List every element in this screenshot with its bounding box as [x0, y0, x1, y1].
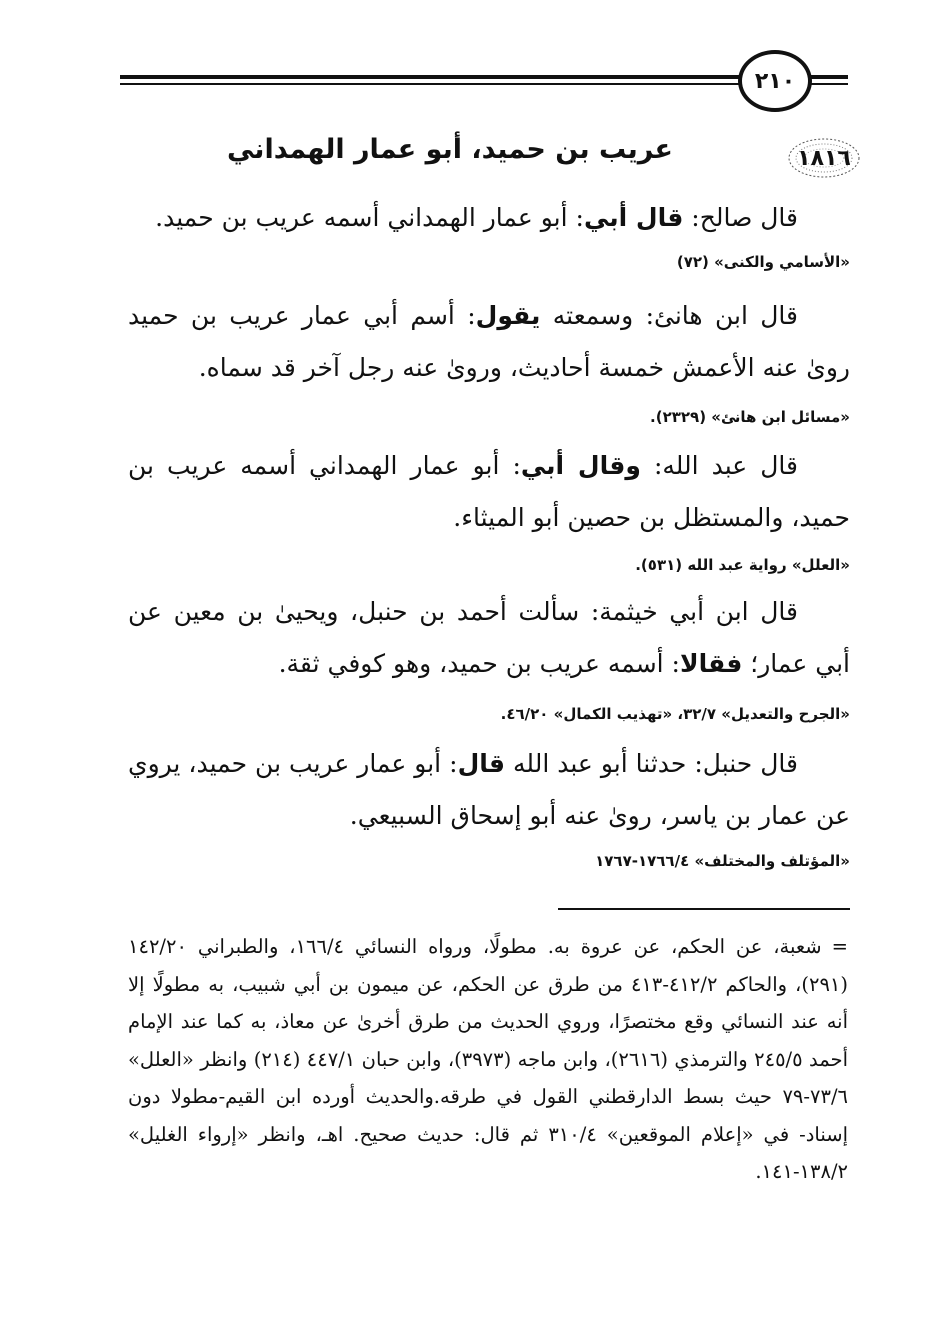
- paragraph: قال صالح: قال أبي: أبو عمار الهمداني أسمه عريب بن حميد.: [155, 203, 798, 232]
- paragraph: قال ابن هانئ: وسمعته يقول: أسم أبي عمار عريب بن حميد روىٰ عنه الأعمش خمسة أحاديث، وروىٰ عنه رجل آخر قد سماه.: [128, 301, 850, 382]
- block-3: [128, 440, 850, 544]
- header-rule-right: [808, 75, 848, 79]
- entry-number: ١٨١٦: [797, 145, 851, 171]
- paragraph: قال ابن أبي خيثمة: سألت أحمد بن حنبل، ويحيىٰ بن معين عن أبي عمار؛ فقالا: أسمه عريب بن حميد، وهو كوفي ثقة.: [128, 597, 850, 678]
- page-number-oval: [738, 50, 812, 112]
- block-5: [128, 738, 850, 842]
- page-number: ٢١٠: [754, 68, 796, 94]
- entry-number-badge: [786, 136, 862, 180]
- source-citation: «العلل» رواية عبد الله (٥٣١).: [635, 556, 850, 574]
- block-4: [128, 586, 850, 690]
- source-1-wrap: [128, 253, 850, 271]
- header-rule-left-thin: [120, 83, 742, 85]
- footnote: [128, 928, 848, 1191]
- source-3-wrap: [128, 556, 850, 574]
- footnote-continuation-marker: =: [831, 935, 848, 958]
- header-rule-left: [120, 75, 742, 79]
- source-citation: «المؤتلف والمختلف» ١٧٦٦/٤-١٧٦٧: [595, 852, 850, 870]
- block-1: [128, 192, 850, 244]
- source-citation: «الأسامي والكنى» (٧٢): [676, 253, 850, 271]
- source-citation: «مسائل ابن هانئ» (٢٣٢٩).: [650, 408, 850, 426]
- source-5-wrap: [128, 852, 850, 870]
- source-4-wrap: [128, 705, 850, 723]
- paragraph: قال عبد الله: وقال أبي: أبو عمار الهمداني أسمه عريب بن حميد، والمستظل بن حصين أبو الميثاء.: [128, 451, 850, 532]
- entry-title: عريب بن حميد، أبو عمار الهمداني: [226, 134, 673, 165]
- header-rule-right-thin: [808, 83, 848, 85]
- paragraph: قال حنبل: حدثنا أبو عبد الله قال: أبو عمار عريب بن حميد، يروي عن عمار بن ياسر، روىٰ عنه أبو إسحاق السبيعي.: [128, 749, 850, 830]
- footnote-divider: [558, 908, 850, 910]
- source-citation: «الجرح والتعديل» ٣٢/٧، «تهذيب الكمال» ٤٦/٢٠.: [500, 705, 850, 723]
- source-2-wrap: [128, 408, 850, 426]
- block-2: [128, 290, 850, 394]
- footnote-text: شعبة، عن الحكم، عن عروة به. مطولًا، ورواه النسائي ١٦٦/٤، والطبراني ١٤٢/٢٠ (٢٩١)، والحاكم ٤١٢/٢-٤١٣ من طرق عن الحكم، عن ميمون بن أبي شبيب، به مطولًا إلا أنه عند النسائي وقع مختصرًا، وروي الحديث من طرق أخرىٰ عن معاذ، به كما عند الإمام أحمد ٢٤٥/٥ والترمذي (٢٦١٦)، وابن ماجه (٣٩٧٣)، وابن حبان ٤٤٧/١ (٢١٤) وانظر «العلل» ٧٣/٦-٧٩ حيث بسط الدارقطني القول في طرقه.والحديث أورده ابن القيم-مطولا دون إسناد- في «إعلام الموقعين» ٣١٠/٤ ثم قال: حديث صحيح. اهـ، وانظر «إرواء الغليل» ١٣٨/٢-١٤١.: [128, 935, 848, 1183]
